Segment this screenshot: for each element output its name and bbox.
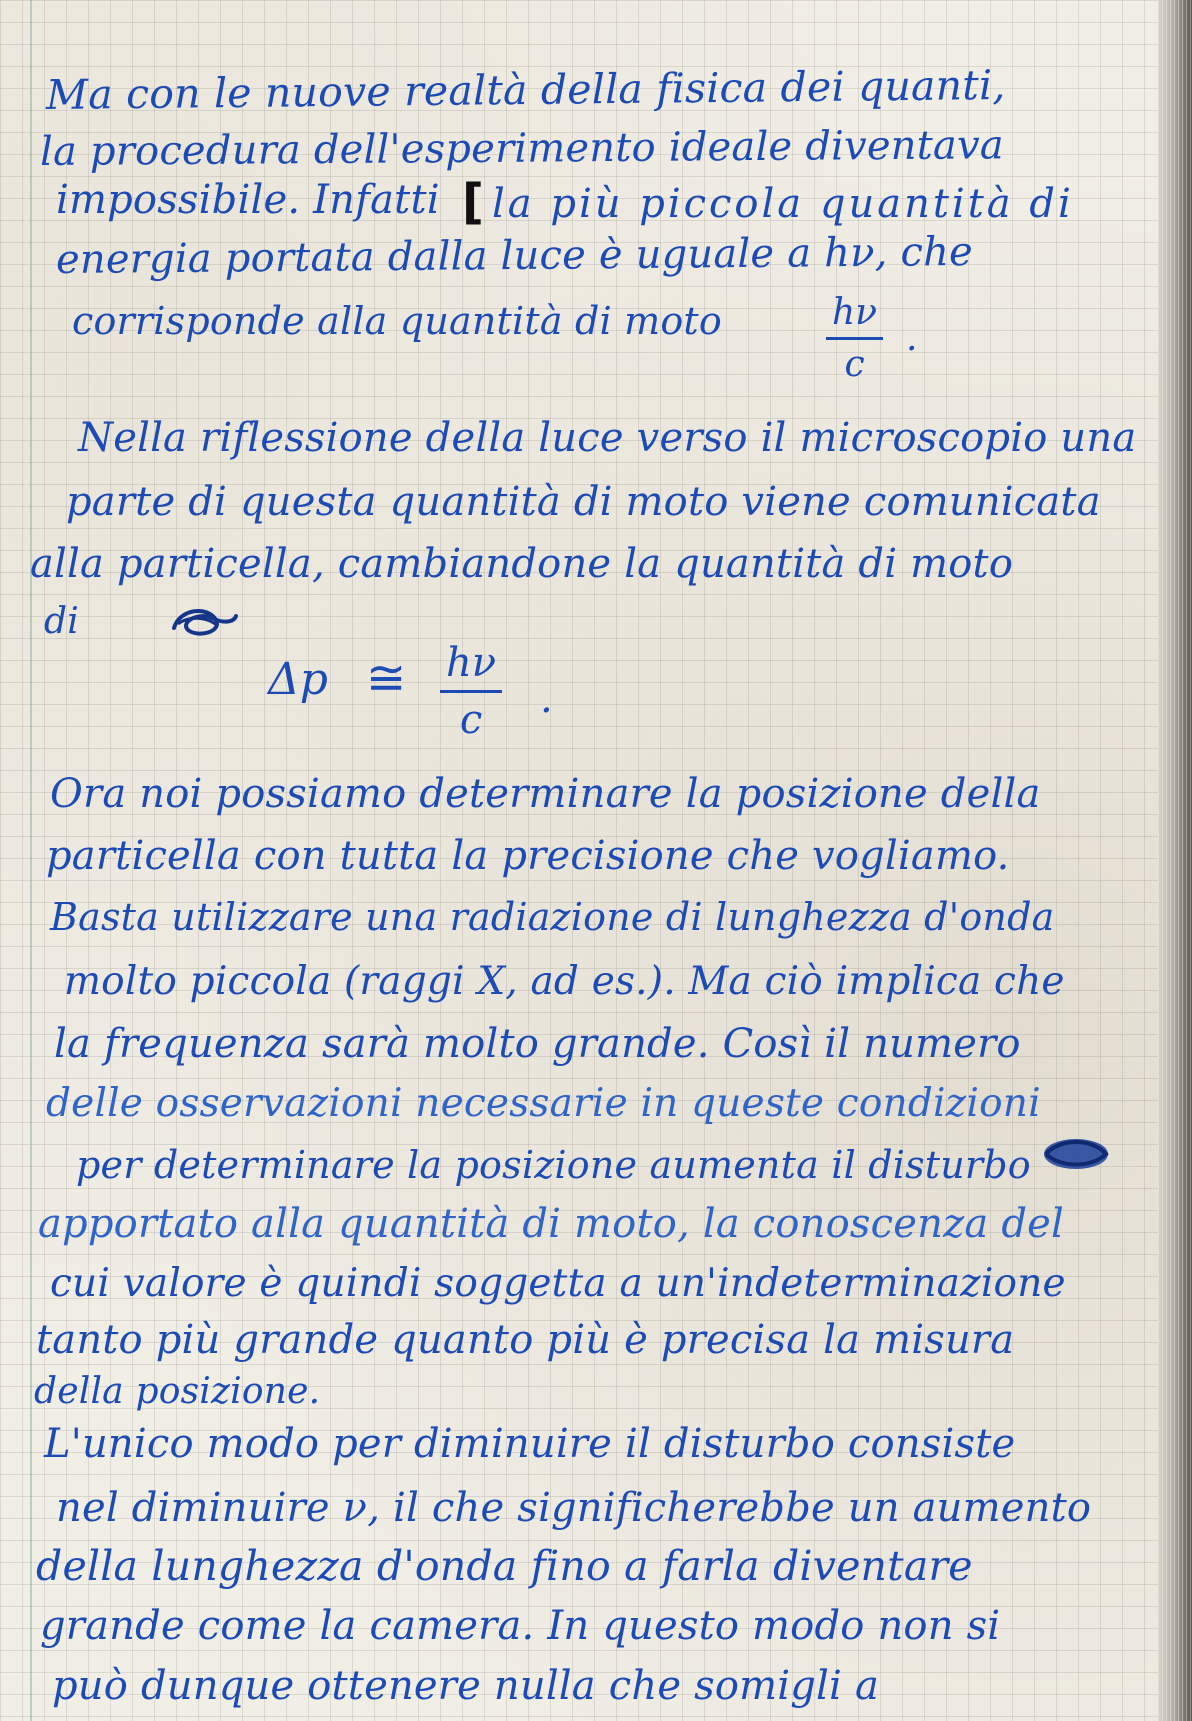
text-line-1: Ma con le nuove realtà della fisica dei quanti, — [45, 60, 1006, 119]
text-line-24: della lunghezza d'onda fino a farla diventare — [36, 1542, 973, 1590]
delta-numerator: hν — [440, 640, 502, 693]
text-line-10: di — [44, 601, 79, 642]
text-line-20: tanto più grande quanto più è precisa la misura — [36, 1317, 1015, 1363]
fraction-numerator: hν — [826, 292, 883, 340]
delta-period: . — [540, 676, 553, 722]
editor-bracket: [ — [462, 174, 485, 230]
text-line-8: parte di questa quantità di moto viene comunicata — [66, 479, 1101, 525]
page-edge-lines — [1158, 0, 1192, 1721]
bracket-mark — [462, 174, 485, 230]
text-line-26: può dunque ottenere nulla che somigli a — [52, 1663, 879, 1709]
delta-fraction — [440, 640, 502, 743]
text-line-14: molto piccola (raggi X, ad es.). Ma ciò implica che — [64, 959, 1065, 1004]
text-line-23: nel diminuire ν, il che significherebbe un aumento — [56, 1485, 1092, 1531]
text-line-3: impossibile. Infatti — [56, 177, 440, 223]
delta-denominator: c — [459, 697, 483, 743]
text-line-4: la più piccola quantità di — [492, 181, 1074, 227]
text-line-12: particella con tutta la precisione che vogliamo. — [46, 833, 1010, 879]
delta-relation: ≅ — [366, 650, 407, 706]
delta-lhs: Δp — [268, 654, 328, 705]
margin-line — [30, 0, 32, 1721]
momentum-fraction — [826, 292, 883, 385]
text-line-13: Basta utilizzare una radiazione di lunghezza d'onda — [50, 895, 1055, 939]
fraction-period: . — [906, 318, 918, 359]
text-line-6: corrisponde alla quantità di moto — [72, 299, 722, 343]
text-line-7: Nella riflessione della luce verso il microscopio una — [78, 415, 1137, 461]
text-line-22: L'unico modo per diminuire il disturbo consiste — [44, 1421, 1016, 1467]
text-line-11: Ora noi possiamo determinare la posizione della — [50, 771, 1041, 817]
text-line-19: cui valore è quindi soggetta a un'indeterminazione — [50, 1261, 1066, 1306]
ink-scribble-2 — [1036, 1128, 1116, 1176]
text-line-2: la procedura dell'esperimento ideale diventava — [39, 122, 1005, 175]
text-line-15: la frequenza sarà molto grande. Così il numero — [54, 1021, 1021, 1067]
text-line-16: delle osservazioni necessarie in queste condizioni — [46, 1081, 1041, 1126]
fraction-denominator: c — [844, 344, 865, 385]
text-line-21: della posizione. — [34, 1371, 321, 1412]
text-line-9: alla particella, cambiandone la quantità di moto — [30, 541, 1014, 587]
text-line-17: per determinare la posizione aumenta il disturbo — [76, 1143, 1031, 1187]
text-line-25: grande come la camera. In questo modo non si — [40, 1603, 1001, 1649]
text-line-5: energia portata dalla luce è uguale a hν, che — [55, 228, 974, 283]
text-line-18: apportato alla quantità di moto, la conoscenza del — [38, 1201, 1064, 1247]
ink-scribble-1 — [168, 602, 240, 642]
